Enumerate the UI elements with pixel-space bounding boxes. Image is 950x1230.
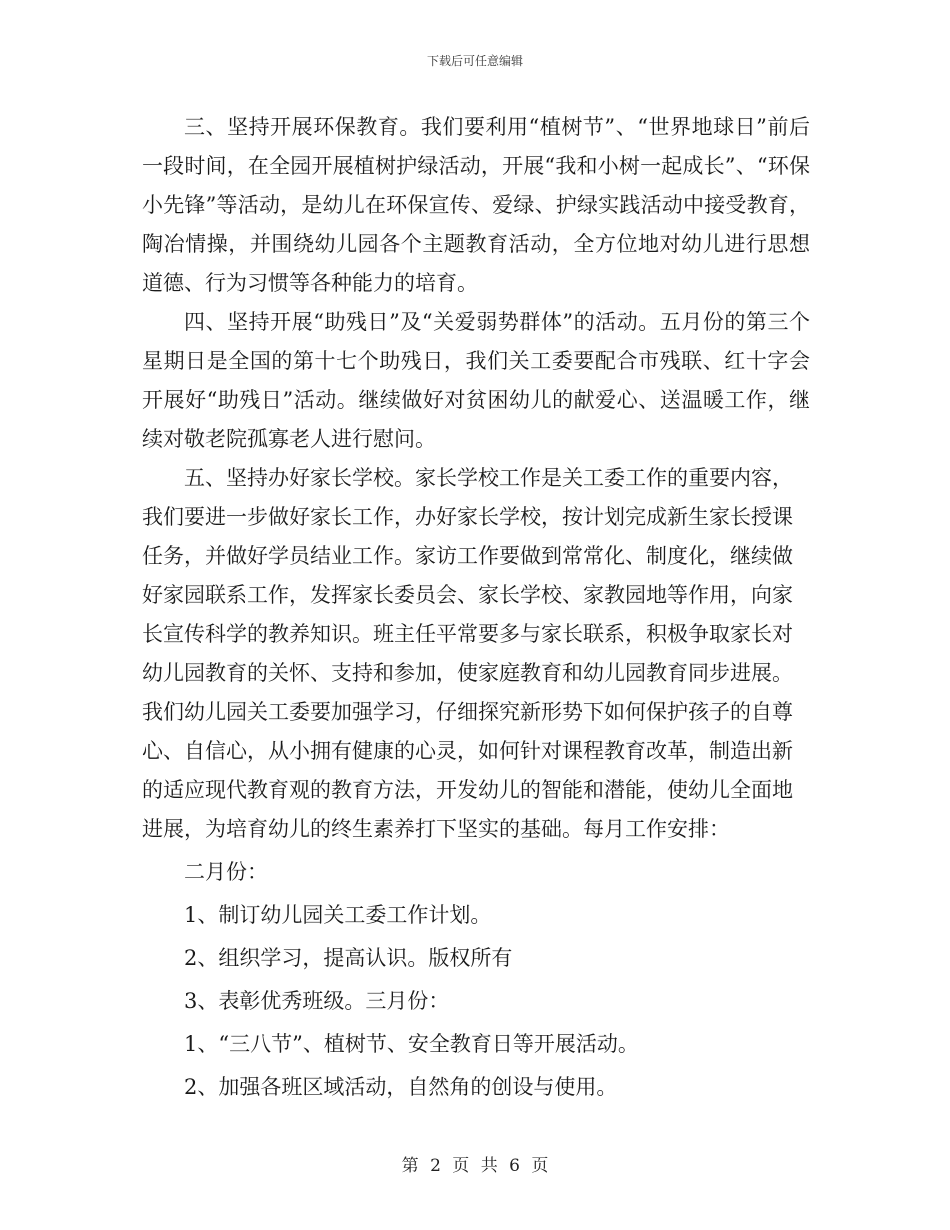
schedule-item: 2、加强各班区域活动，自然角的创设与使用。 <box>184 1075 618 1099</box>
paragraph-parent-school: 五、坚持办好家长学校。家长学校工作是关工委工作的重要内容，我们要进一步做好家长工作，办好家长学校，按计划完成新生家长授课任务，并做好学员结业工作。家访工作要做到常常化、制度化，继续做好家园联系工作，发挥家长委员会、家长学校、家教园地等作用，向家长宣传科学的教养知识。班主任平常要多与家长联系，积极争取家长对幼儿园教育的关怀、支持和参加，使家庭教育和幼儿园教育同步进展。我们幼儿园关工委要加强学习，仔细探究新形势下如何保护孩子的自尊心、自信心，从小拥有健康的心灵，如何针对课程教育改革，制造出新的适应现代教育观的教育方法，开发幼儿的智能和潜能，使幼儿全面地进展，为培育幼儿的终生素养打下坚实的基础。每月工作安排： <box>142 466 793 841</box>
paragraph-environmental-education: 三、坚持开展环保教育。我们要利用“植树节”、“世界地球日”前后一段时间，在全园开展植树护绿活动，开展“我和小树一起成长”、“环保小先锋”等活动，是幼儿在环保宣传、爱绿、护绿实践活动中接受教育，陶冶情操，并围绕幼儿园各个主题教育活动，全方位地对幼儿进行思想道德、行为习惯等各种能力的培育。 <box>142 115 810 295</box>
schedule-item: 1、制订幼儿园关工委工作计划。 <box>184 903 492 927</box>
page-number-footer: 第 2 页 共 6 页 <box>401 1156 549 1176</box>
schedule-item: 1、“三八节”、植树节、安全教育日等开展活动。 <box>184 1032 639 1056</box>
schedule-month-heading: 二月份： <box>184 860 268 884</box>
paragraph-disability-day: 四、坚持开展“助残日”及“关爱弱势群体”的活动。五月份的第三个星期日是全国的第十七个助残日，我们关工委要配合市残联、红十字会开展好“助残日”活动。继续做好对贫困幼儿的献爱心、送温暖工作，继续对敬老院孤寡老人进行慰问。 <box>142 310 810 451</box>
document-body <box>142 108 810 1107</box>
page-header-note: 下载后可任意编辑 <box>426 54 523 68</box>
schedule-item: 3、表彰优秀班级。三月份： <box>184 989 450 1013</box>
schedule-item: 2、组织学习，提高认识。版权所有 <box>184 946 513 970</box>
